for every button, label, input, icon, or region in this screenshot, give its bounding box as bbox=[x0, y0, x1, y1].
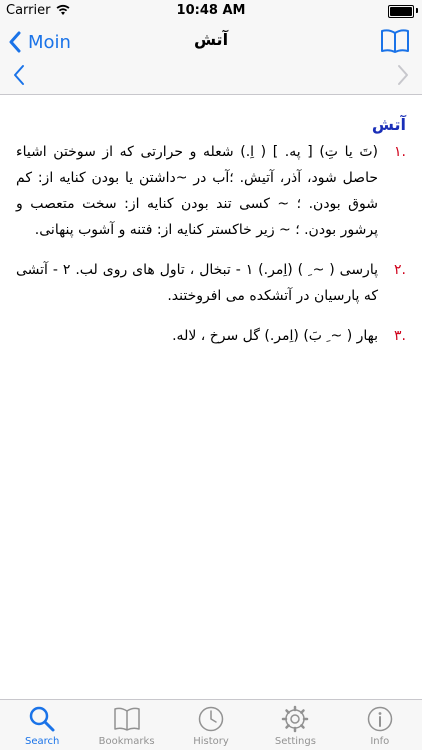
definition-number: .٢ bbox=[394, 262, 406, 278]
definition-list bbox=[16, 139, 406, 363]
status-bar bbox=[0, 0, 422, 22]
definition-item bbox=[16, 323, 406, 349]
tab-info[interactable] bbox=[338, 700, 422, 750]
definition-text: بهار ( ~ ِ بَ) (اِمر.) گل سرخ ، لاله. bbox=[172, 328, 378, 344]
tab-label: Bookmarks bbox=[98, 736, 155, 747]
tab-settings[interactable] bbox=[253, 700, 337, 750]
gear-icon bbox=[281, 705, 309, 733]
tab-history[interactable] bbox=[169, 700, 253, 750]
search-icon bbox=[28, 705, 56, 733]
info-icon bbox=[366, 705, 394, 733]
navigation-bar bbox=[0, 22, 422, 95]
tab-label: Info bbox=[370, 736, 390, 747]
tab-bar bbox=[0, 699, 422, 750]
battery-tip bbox=[416, 8, 418, 13]
book-icon bbox=[113, 705, 141, 733]
tab-bookmarks[interactable] bbox=[84, 700, 168, 750]
entry-content bbox=[0, 95, 422, 700]
definition-number: .٣ bbox=[394, 328, 406, 344]
tab-label: Search bbox=[25, 736, 60, 747]
definition-number: .١ bbox=[394, 144, 406, 160]
book-icon[interactable] bbox=[380, 28, 410, 54]
previous-entry-button[interactable] bbox=[12, 64, 26, 86]
status-time: 10:48 AM bbox=[176, 3, 246, 18]
definition-text: (تَ یا تِ) [ په. ] ( اِ.) شعله و حرارتی که از سوختن اشیاء حاصل شود، آذر، آتیش. ؛آب در ~داشتن یا بودن کنایه از: کم شوق بودن. ؛ ~ کسی تند بودن کنایه از: سخت متعصب و پرشور بودن. ؛ ~ زیر خاکستر کنایه از: فتنه و آشوب پنهانی. bbox=[16, 144, 378, 238]
tab-label: Settings bbox=[274, 736, 316, 747]
battery-icon bbox=[388, 5, 414, 18]
clock-icon bbox=[197, 705, 225, 733]
definition-item bbox=[16, 139, 406, 243]
tab-search[interactable] bbox=[0, 700, 84, 750]
entry-headword: آتش bbox=[371, 115, 406, 134]
carrier-label: Carrier bbox=[6, 3, 51, 18]
page-title: آتش bbox=[193, 30, 229, 49]
definition-text: پارسی ( ~ ِ ) (اِمر.) ١ - تبخال ، تاول های روی لب. ٢ - آتشی که پارسیان در آتشکده می افروختند. bbox=[16, 262, 378, 304]
back-button-label: Moin bbox=[28, 31, 71, 53]
next-entry-button[interactable] bbox=[396, 64, 410, 86]
tab-label: History bbox=[193, 736, 229, 747]
definition-item bbox=[16, 257, 406, 309]
